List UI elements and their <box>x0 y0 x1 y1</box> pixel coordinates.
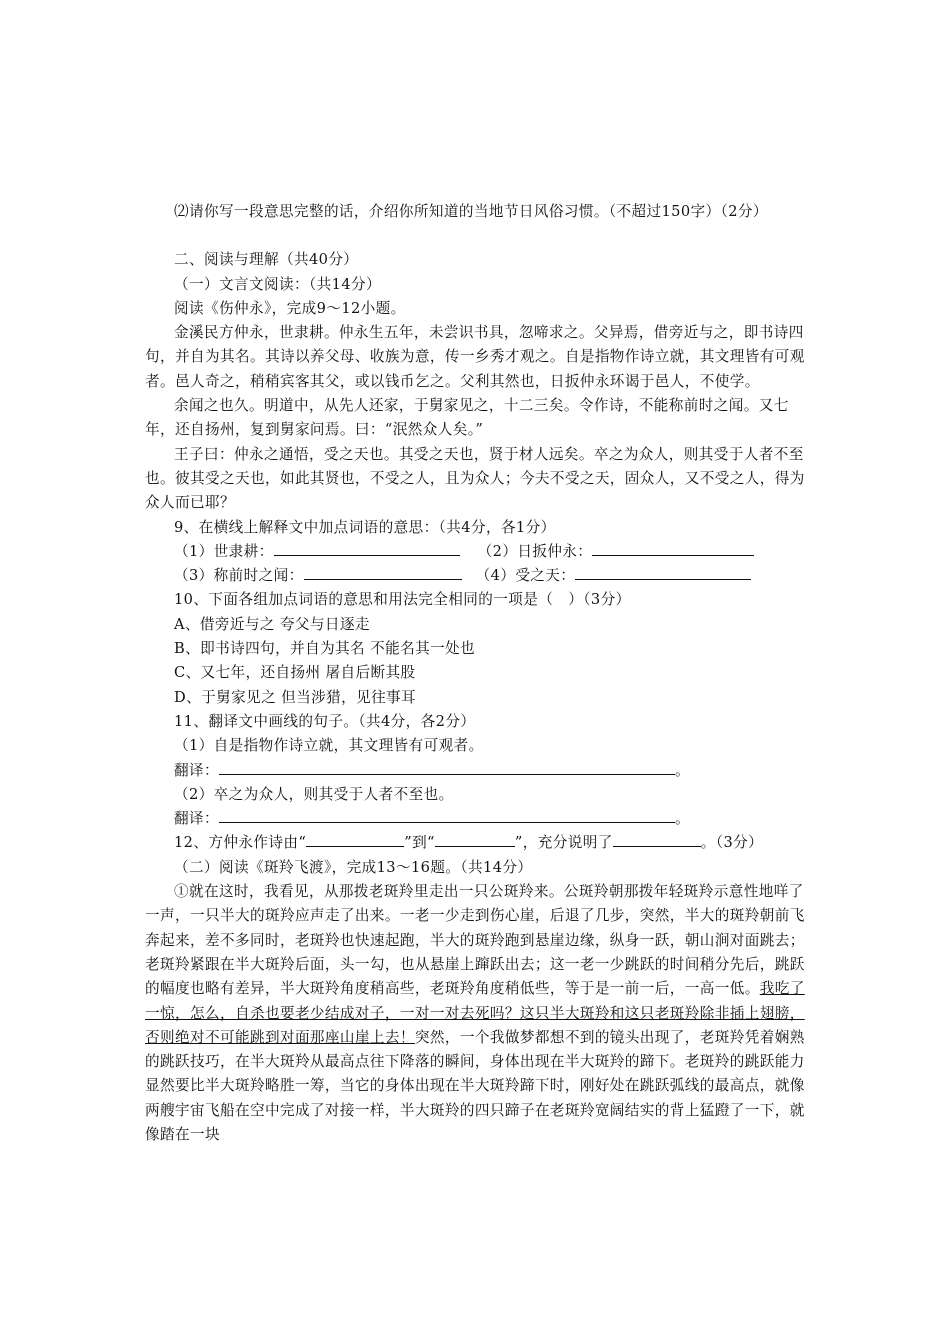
part1-intro: 阅读《伤仲永》，完成9～12小题。 <box>174 299 406 317</box>
document-body <box>145 200 809 1147</box>
translation-blank[interactable] <box>219 759 675 775</box>
answer-blank[interactable] <box>306 831 404 847</box>
answer-blank[interactable] <box>435 831 515 847</box>
q12-part-c: ”，充分说明了 <box>514 834 613 852</box>
option-d[interactable]: D、于舅家见之 但当涉猎，见往事耳 <box>174 688 417 706</box>
para4-end: 突然，一个我做梦都想不到的镜头出现了，老斑羚凭着娴熟的跳跃技巧，在半大斑羚从最高点往下降落的瞬间，身体出现在半大斑羚的蹄下。老斑羚的跳跃能力显然要比半大斑羚略胜一筹，当它的身体出现在半大斑羚蹄下时，刚好处在跳跃弧线的最高点，就像两艘宇宙飞船在空中完成了对接一样，半大斑羚的四只蹄子在老斑羚宽阔结实的背上猛蹬了一下，就像踏在一块 <box>145 1028 805 1143</box>
question-11-sentence-2: （2）卒之为众人，则其受于人者不至也。 <box>174 785 454 803</box>
answer-blank[interactable] <box>304 564 462 580</box>
question-11-sentence-1: （1）自是指物作诗立就，其文理皆有可观者。 <box>174 737 484 755</box>
period: 。 <box>674 810 690 828</box>
q9-item-3: （3）称前时之闻： <box>174 567 304 585</box>
translate-label: 翻译： <box>174 761 219 779</box>
question-12 <box>145 831 809 855</box>
question-9-row-1 <box>145 540 809 564</box>
part2-title: （二）阅读《斑羚飞渡》，完成13～16题。（共14分） <box>174 858 533 876</box>
passage-paragraph-4 <box>145 880 809 1147</box>
passage-paragraph-1: 金溪民方仲永，世隶耕。仲永生五年，未尝识书具，忽啼求之。父异焉，借旁近与之，即书诗四句，并自为其名。其诗以养父母、收族为意，传一乡秀才观之。自是指物作诗立就，其文理皆有可观者。邑人奇之，稍稍宾客其父，或以钱币乞之。父利其然也，日扳仲永环谒于邑人，不使学。 <box>145 324 805 390</box>
q12-part-b: ”到“ <box>404 834 435 852</box>
option-a[interactable]: A、借旁近与之 夸父与日逐走 <box>174 615 370 633</box>
period: 。 <box>674 761 690 779</box>
q9-item-1: （1）世隶耕： <box>174 542 274 560</box>
part1-title: （一）文言文阅读：（共14分） <box>174 275 381 293</box>
question-2: ⑵请你写一段意思完整的话，介绍你所知道的当地节日风俗习惯。（不超过150字）（2分） <box>174 203 768 220</box>
section-heading: 二、阅读与理解（共40分） <box>174 251 359 269</box>
question-11: 11、翻译文中画线的句子。（共4分，各2分） <box>174 712 476 730</box>
q12-part-a: 12、方仲永作诗由“ <box>174 834 307 852</box>
q9-item-2: （2）日扳仲永： <box>477 542 593 560</box>
answer-blank[interactable] <box>575 564 751 580</box>
translation-line-1 <box>145 759 809 783</box>
q9-item-4: （4）受之天： <box>475 567 576 585</box>
option-b[interactable]: B、即书诗四句，并自为其名 不能名其一处也 <box>174 640 476 658</box>
underlined-sentence: 我吃了一惊，怎么，自杀也要老少结成对子，一对一对去死吗？这只半大斑羚和这只老斑羚除非插上翅膀，否则绝对不可能跳到对面那座山崖上去！ <box>145 980 805 1046</box>
passage-paragraph-2: 余闻之也久。明道中，从先人还家，于舅家见之，十二三矣。令作诗，不能称前时之闻。又七年，还自扬州，复到舅家问焉。曰：“泯然众人矣。” <box>145 397 789 439</box>
question-9-row-2 <box>145 564 809 588</box>
option-c[interactable]: C、又七年，还自扬州 屠自后断其股 <box>174 664 416 682</box>
q12-part-d: 。（3分） <box>700 834 764 852</box>
question-10: 10、下面各组加点词语的意思和用法完全相同的一项是（ ）（3分） <box>174 591 631 609</box>
question-9: 9、在横线上解释文中加点词语的意思：（共4分，各1分） <box>174 518 556 536</box>
passage-paragraph-3: 王子曰：仲永之通悟，受之天也。其受之天也，贤于材人远矣。卒之为众人，则其受于人者不至也。彼其受之天也，如此其贤也，不受之人，且为众人；今夫不受之天，固众人，又不受之人，得为众人而已耶？ <box>145 445 805 512</box>
translate-label: 翻译： <box>174 810 219 828</box>
answer-blank[interactable] <box>592 540 754 556</box>
answer-blank[interactable] <box>613 831 701 847</box>
translation-line-2 <box>145 807 809 831</box>
spacer <box>145 224 809 248</box>
translation-blank[interactable] <box>219 807 675 823</box>
para4-start: ①就在这时，我看见，从那拨老斑羚里走出一只公斑羚来。公斑羚朝那拨年轻斑羚示意性地咩了一声，一只半大的斑羚应声走了出来。一老一少走到伤心崖，后退了几步，突然，半大的斑羚朝前飞奔起来，差不多同时，老斑羚也快速起跑，半大的斑羚跑到悬崖边缘，纵身一跃，朝山涧对面跳去；老斑羚紧跟在半大斑羚后面，头一勾，也从悬崖上蹿跃出去；这一老一少跳跃的时间稍分先后，跳跃的幅度也略有差异，半大斑羚角度稍高些，老斑羚角度稍低些，等于是一前一后，一高一低。 <box>145 883 805 998</box>
answer-blank[interactable] <box>274 540 460 556</box>
